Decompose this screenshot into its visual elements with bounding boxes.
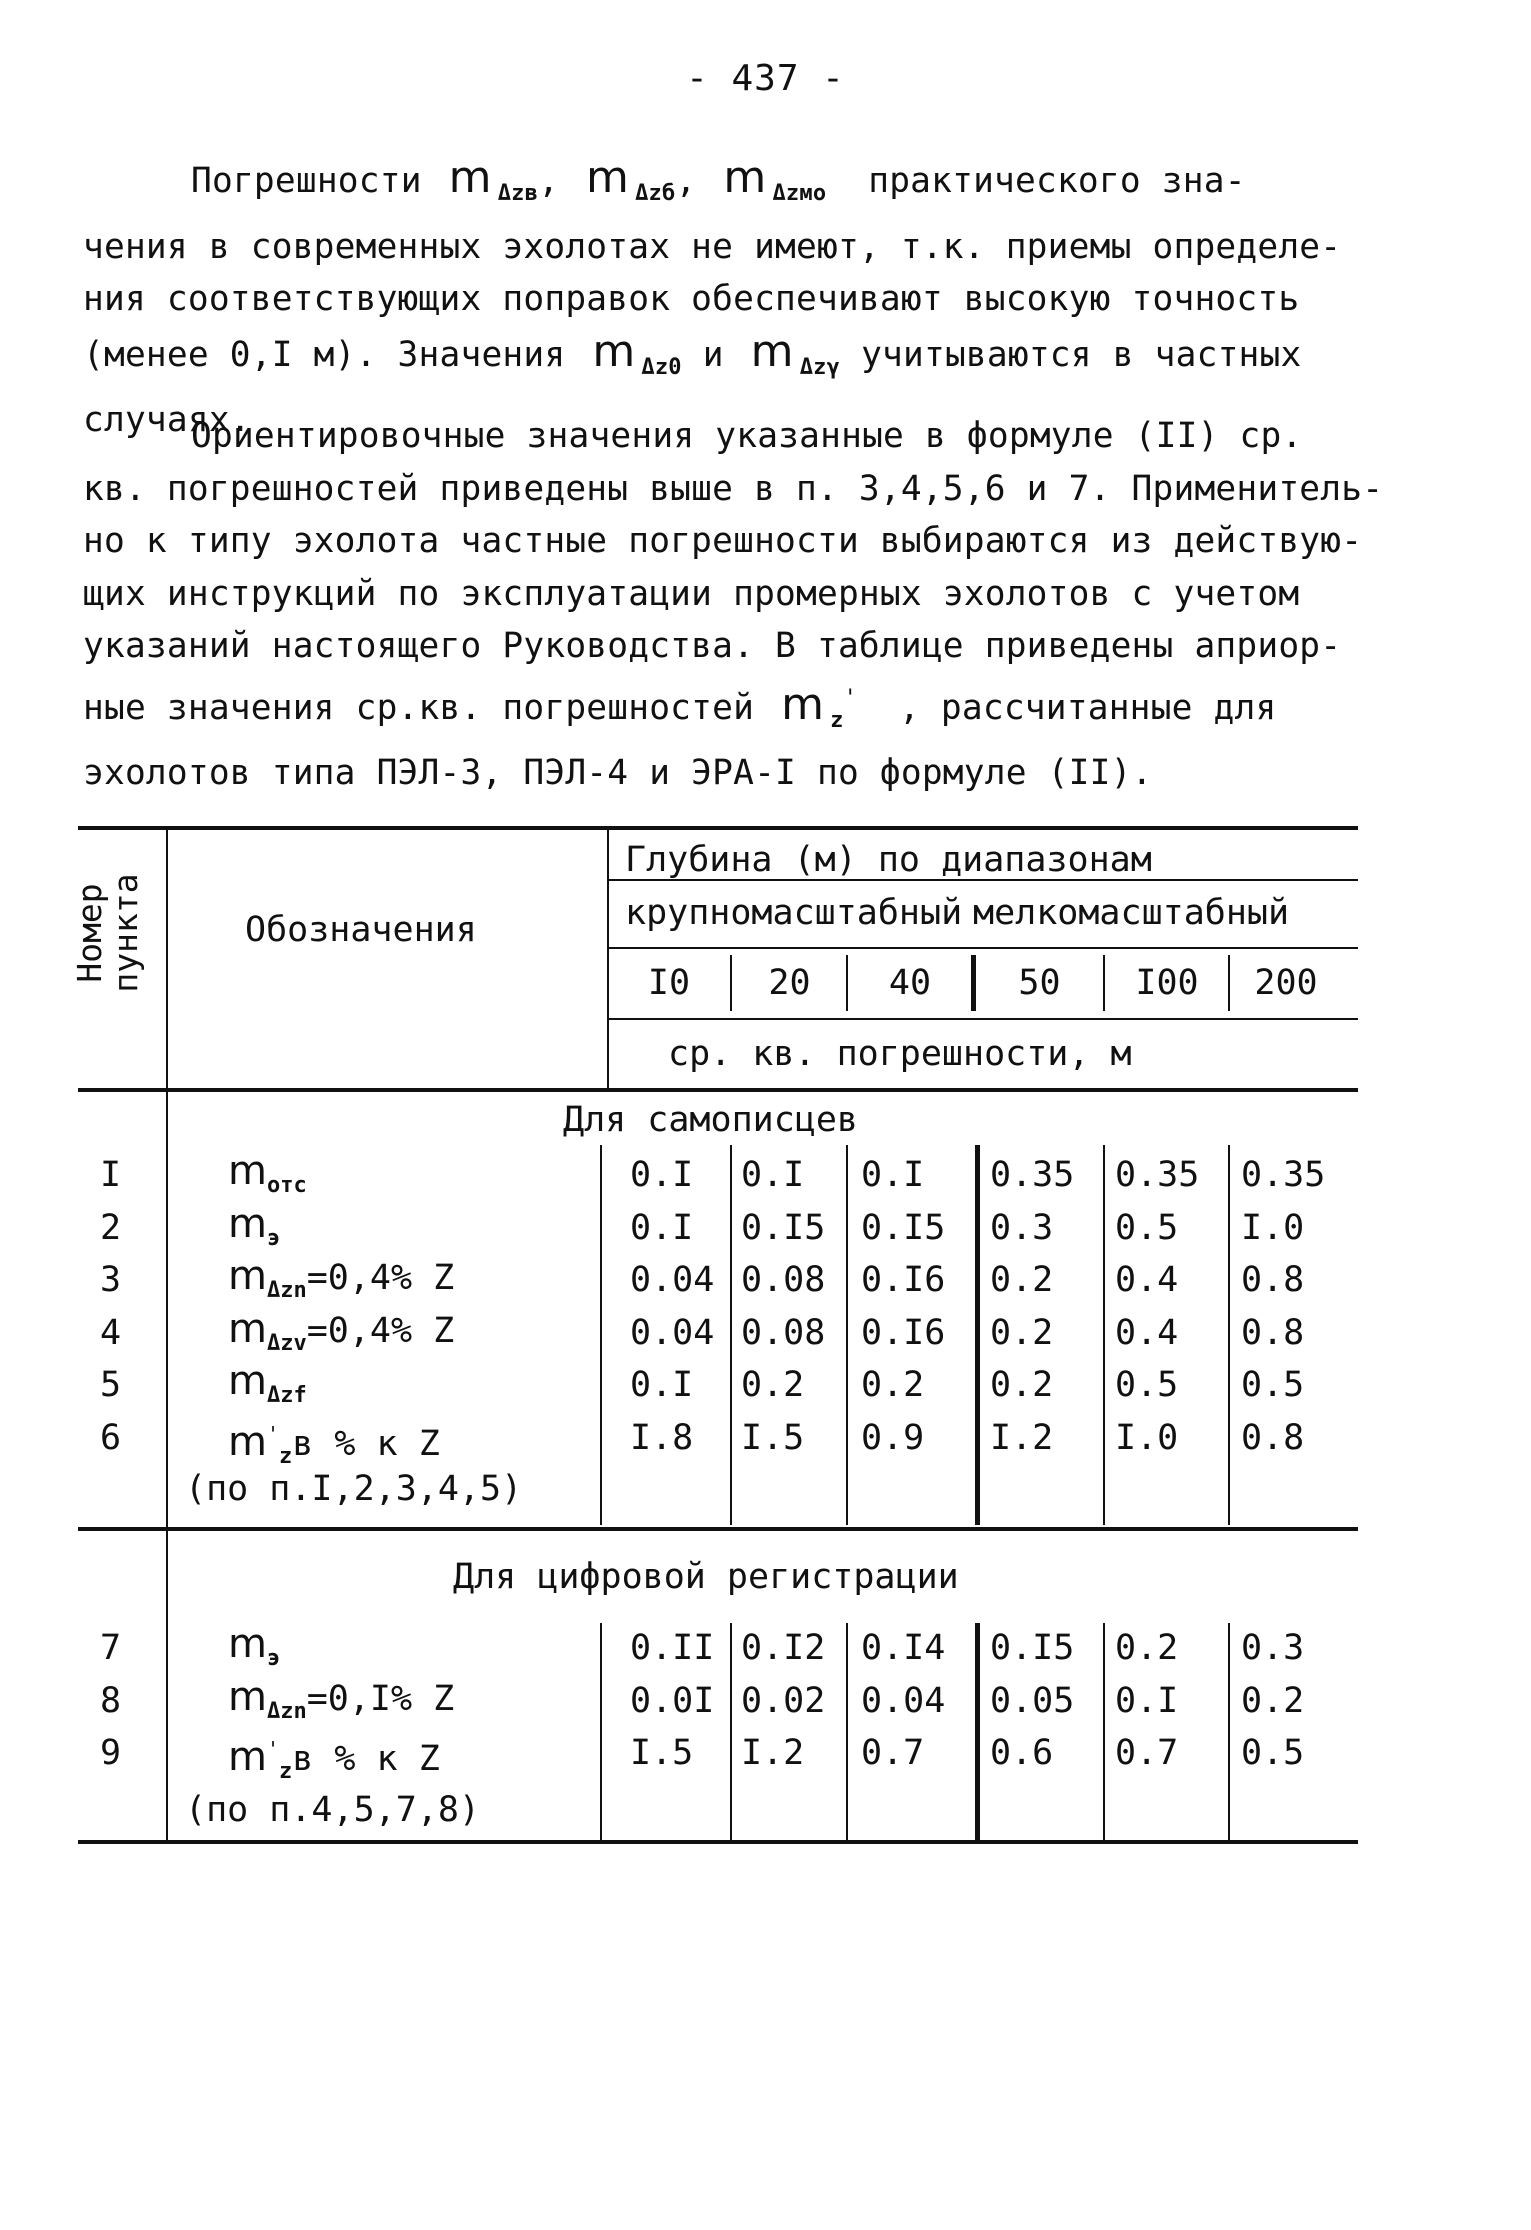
table-cell-value: 0.I6: [861, 1312, 946, 1353]
header-depth-20: 20: [768, 963, 811, 1003]
table-cell-value: 0.I: [861, 1155, 925, 1195]
table-cell-value: 0.2: [990, 1260, 1054, 1300]
table-cell-value: 0.I2: [741, 1628, 826, 1668]
table-cell-value: 0.I5: [861, 1207, 946, 1248]
table-cell-value: 0.35: [1241, 1155, 1326, 1195]
row-number: 5: [100, 1365, 122, 1405]
table-cell-value: 0.2: [741, 1365, 805, 1405]
paragraph-1-line-3: ния соответствующих поправок обеспечивают высокую точность: [83, 279, 1300, 319]
header-scale-small: мелкомасштабный: [973, 893, 1290, 933]
header-depth-ranges: Глубина (м) по диапазонам: [625, 840, 1152, 880]
page-number: - 437 -: [686, 58, 845, 99]
table-cell-value: 0.5: [1241, 1733, 1305, 1773]
table-cell-value: I.8: [630, 1417, 694, 1458]
row-designation: $m_{\Delta zv}=0,4\%$ Z: [228, 1305, 455, 1356]
table-cell-value: 0.05: [990, 1680, 1075, 1721]
table-column-divider: [1228, 1623, 1230, 1840]
header-designation: Обозначения: [245, 910, 477, 950]
row-designation: $m_{\Delta zf}$: [228, 1358, 307, 1408]
row-designation: $m_э$: [228, 1621, 281, 1671]
row-number: I: [100, 1155, 122, 1195]
paragraph-1-line-4: (менее 0,I м). Значения m $_{\Delta z0}$ и m $_{\Delta z\gamma}$ учитываются в частных: [83, 325, 1302, 380]
paragraph-2-line-5: указаний настоящего Руководства. В таблице приведены априор-: [83, 626, 1342, 666]
table-cell-value: I.0: [1115, 1417, 1179, 1458]
table-cell-value: 0.3: [990, 1207, 1054, 1248]
table-cell-value: 0.2: [990, 1312, 1054, 1353]
table-cell-value: 0.08: [741, 1312, 826, 1353]
table-cell-value: 0.7: [861, 1733, 925, 1773]
row-number: 6: [100, 1417, 122, 1458]
table-cell-value: I.5: [741, 1417, 805, 1458]
table-cell-value: 0.02: [741, 1680, 826, 1721]
section-title-digital: Для цифровой регистрации: [453, 1557, 959, 1597]
row-number: 2: [100, 1207, 122, 1248]
table-column-divider: [846, 1623, 848, 1840]
table-cell-value: 0.2: [861, 1365, 925, 1405]
table-cell-value: 0.I6: [861, 1260, 946, 1300]
table-cell-value: 0.4: [1115, 1260, 1179, 1300]
header-depth-10: I0: [647, 963, 691, 1003]
table-cell-value: 0.35: [1115, 1155, 1200, 1195]
paragraph-1: [83, 152, 1423, 447]
table-cell-value: 0.I4: [861, 1628, 946, 1668]
paragraph-1-line-2: чения в современных эхолотах не имеют, т.к. приемы определе-: [83, 226, 1342, 267]
table-column-divider: [846, 1145, 848, 1525]
row-designation: $m_{\Delta zn}=0,4\%$ Z: [228, 1253, 455, 1303]
table-column-divider: [730, 955, 732, 1011]
table-top-border: [78, 826, 1358, 830]
header-depth-100: I00: [1135, 963, 1199, 1003]
table-cell-value: 0.3: [1241, 1628, 1305, 1668]
paragraph-2-line-4: щих инструкций по эксплуатации промерных эхолотов с учетом: [83, 573, 1300, 614]
header-depth-40: 40: [888, 963, 932, 1003]
table-column-divider: [730, 1145, 732, 1525]
table-column-divider: [975, 1145, 980, 1525]
section-title-recorders: Для самописцев: [563, 1100, 859, 1140]
row-number: 9: [100, 1733, 122, 1773]
table-header-bottom-border: [78, 1088, 1358, 1092]
table-cell-value: 0.I: [741, 1155, 805, 1195]
table-cell-value: 0.I: [1115, 1680, 1179, 1721]
row-number: 3: [100, 1260, 122, 1300]
table-column-divider: [730, 1623, 732, 1840]
table-column-divider: [600, 1623, 602, 1840]
table-cell-value: 0.II: [630, 1628, 715, 1668]
header-scale-large: крупномасштабный: [625, 893, 963, 933]
table-cell-value: 0.I: [630, 1207, 694, 1248]
table-bottom-border: [78, 1840, 1358, 1844]
table-rule: [607, 1018, 1358, 1020]
paragraph-2-line-7: эхолотов типа ПЭЛ-3, ПЭЛ-4 и ЭРА-I по формуле (II).: [83, 753, 1153, 793]
table-cell-value: 0.I: [630, 1155, 694, 1195]
paragraph-1-line-1: Погрешности m $_{\Delta zв}$, m $_{\Delta zб}$, m $_{\Delta zмо}$ практического зна-: [191, 152, 1246, 206]
table-cell-value: 0.9: [861, 1417, 925, 1458]
row-designation: $m'_zв$ % к Z: [228, 1734, 440, 1784]
row-designation: $m_э$: [228, 1200, 281, 1251]
table-cell-value: I.2: [990, 1417, 1054, 1458]
paragraph-2-line-6: ные значения ср.кв. погрешностей m $_z$' , рассчитанные для: [83, 678, 1277, 733]
header-units: ср. кв. погрешности, м: [668, 1034, 1132, 1074]
section-2-note: (по п.4,5,7,8): [185, 1790, 481, 1830]
table-cell-value: 0.7: [1115, 1733, 1179, 1773]
row-designation: $m_{\Delta zn}=0,I\%$ Z: [228, 1673, 455, 1724]
row-designation: $m_{отс}$: [228, 1148, 307, 1198]
row-number: 8: [100, 1680, 122, 1721]
table-column-divider: [1103, 1145, 1105, 1525]
table-cell-value: I.5: [630, 1733, 694, 1773]
table-cell-value: 0.I5: [990, 1628, 1075, 1668]
table-cell-value: I.2: [741, 1733, 805, 1773]
table-cell-value: 0.8: [1241, 1417, 1305, 1458]
table-cell-value: 0.5: [1241, 1365, 1305, 1405]
section-1-note: (по п.I,2,3,4,5): [185, 1469, 523, 1509]
paragraph-2: [83, 410, 1423, 800]
table-column-divider: [1103, 1623, 1105, 1840]
table-cell-value: I.0: [1241, 1207, 1305, 1248]
paragraph-1-line-5: случаях.: [83, 400, 251, 440]
row-number: 4: [100, 1312, 122, 1353]
table-cell-value: 0.0I: [630, 1680, 715, 1721]
row-designation: $m'_zв$ % к Z: [228, 1418, 440, 1469]
table-column-divider: [1103, 955, 1105, 1011]
table-cell-value: 0.5: [1115, 1207, 1179, 1248]
table-cell-value: 0.2: [990, 1365, 1054, 1405]
table-cell-value: 0.4: [1115, 1312, 1179, 1353]
table-column-divider: [1228, 955, 1230, 1011]
table-column-divider: [166, 826, 168, 1840]
table-column-divider: [846, 955, 848, 1011]
table-rule: [607, 947, 1358, 949]
table-column-divider: [607, 826, 609, 1088]
table-cell-value: 0.08: [741, 1260, 826, 1300]
row-number: 7: [100, 1628, 122, 1668]
table-cell-value: 0.35: [990, 1155, 1075, 1195]
table-column-divider: [1228, 1145, 1230, 1525]
table-column-divider: [975, 1623, 980, 1840]
table-cell-value: 0.04: [630, 1260, 715, 1300]
paragraph-2-line-1: Ориентировочные значения указанные в формуле (II) ср.: [191, 416, 1303, 456]
table-section-border: [78, 1527, 1358, 1531]
paragraph-2-line-2: кв. погрешностей приведены выше в п. 3,4,5,6 и 7. Применитель-: [83, 468, 1384, 509]
table-cell-value: 0.8: [1241, 1260, 1305, 1300]
table-column-divider: [600, 1145, 602, 1525]
table-cell-value: 0.2: [1115, 1628, 1179, 1668]
header-row-number: Номер пункта: [70, 873, 145, 993]
table-cell-value: 0.8: [1241, 1312, 1305, 1353]
header-depth-50: 50: [1018, 963, 1061, 1003]
header-depth-200: 200: [1254, 963, 1318, 1003]
table-cell-value: 0.6: [990, 1733, 1054, 1773]
table-cell-value: 0.I: [630, 1365, 694, 1405]
table-cell-value: 0.04: [630, 1312, 715, 1353]
table-cell-value: 0.I5: [741, 1207, 826, 1248]
table-cell-value: 0.2: [1241, 1680, 1305, 1721]
table-cell-value: 0.04: [861, 1680, 946, 1721]
table-cell-value: 0.5: [1115, 1365, 1179, 1405]
paragraph-2-line-3: но к типу эхолота частные погрешности выбираются из действую-: [83, 521, 1363, 561]
